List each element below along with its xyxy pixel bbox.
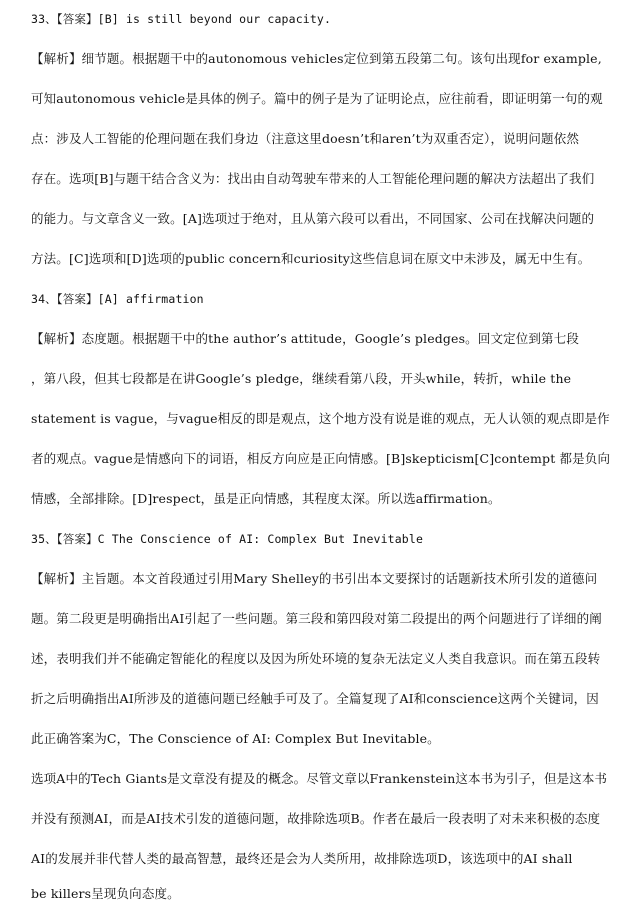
q33-analysis-line: 【解析】细节题。根据题干中的autonomous vehicles定位到第五段第二句。该句出现for example, (31, 51, 602, 66)
q33-answer: 33、【答案】[B] is still beyond our capacity. (31, 12, 332, 26)
q34-analysis-line: 【解析】态度题。根据题干中的the author’s attitude，Google’s pledges。回文定位到第七段 (31, 331, 580, 346)
q34-analysis-line: 者的观点。vague是情感向下的词语，相反方向应是正向情感。[B]skepticism[C]contempt 都是负向 (31, 451, 611, 466)
q35-analysis-line: 选项A中的Tech Giants是文章没有提及的概念。尽管文章以Frankenstein这本书为引子，但是这本书 (31, 771, 608, 786)
q34-answer: 34、【答案】[A] affirmation (31, 292, 204, 306)
q35-analysis-line: 此正确答案为C，The Conscience of AI: Complex But Inevitable。 (31, 731, 440, 746)
q35-answer: 35、【答案】C The Conscience of AI: Complex But Inevitable (31, 532, 424, 546)
q35-analysis-line: 并没有预测AI，而是AI技术引发的道德问题，故排除选项B。作者在最后一段表明了对未来积极的态度 (31, 811, 601, 826)
q35-analysis-line: AI的发展并非代替人类的最高智慧，最终还是会为人类所用，故排除选项D，该选项中的AI shall (31, 851, 573, 866)
q34-analysis-line: statement is vague，与vague相反的即是观点，这个地方没有说是谁的观点，无人认领的观点即是作 (31, 411, 610, 426)
q35-analysis-line: 题。第二段更是明确指出AI引起了一些问题。第三段和第四段对第二段提出的两个问题进行了详细的阐 (31, 611, 602, 626)
q33-analysis-line: 的能力。与文章含义一致。[A]选项过于绝对，且从第六段可以看出，不同国家、公司在找解决问题的 (31, 211, 595, 226)
q35-analysis-line: 述，表明我们并不能确定智能化的程度以及因为所处环境的复杂无法定义人类自我意识。而在第五段转 (31, 651, 601, 666)
q33-analysis-line: 存在。选项[B]与题干结合含义为：找出由自动驾驶车带来的人工智能伦理问题的解决方法超出了我们 (31, 171, 595, 186)
q33-analysis-line: 方法。[C]选项和[D]选项的public concern和curiosity这些信息词在原文中未涉及，属无中生有。 (31, 251, 591, 266)
q33-analysis-line: 可知autonomous vehicle是具体的例子。篇中的例子是为了证明论点，应往前看，即证明第一句的观 (31, 91, 603, 106)
q35-analysis-line: be killers呈现负向态度。 (31, 886, 180, 901)
q34-analysis-line: 情感，全部排除。[D]respect，虽是正向情感，其程度太深。所以选affirmation。 (31, 491, 501, 506)
q35-analysis-line: 【解析】主旨题。本文首段通过引用Mary Shelley的书引出本文要探讨的话题新技术所引发的道德问 (31, 571, 598, 586)
q33-analysis-line: 点：涉及人工智能的伦理问题在我们身边（注意这里doesn’t和aren’t为双重否定），说明问题依然 (31, 131, 580, 146)
q35-analysis-line: 折之后明确指出AI所涉及的道德问题已经触手可及了。全篇复现了AI和conscience这两个关键词，因 (31, 691, 599, 706)
q34-analysis-line: ，第八段，但其七段都是在讲Google’s pledge，继续看第八段，开头while，转折，while the (31, 371, 572, 386)
